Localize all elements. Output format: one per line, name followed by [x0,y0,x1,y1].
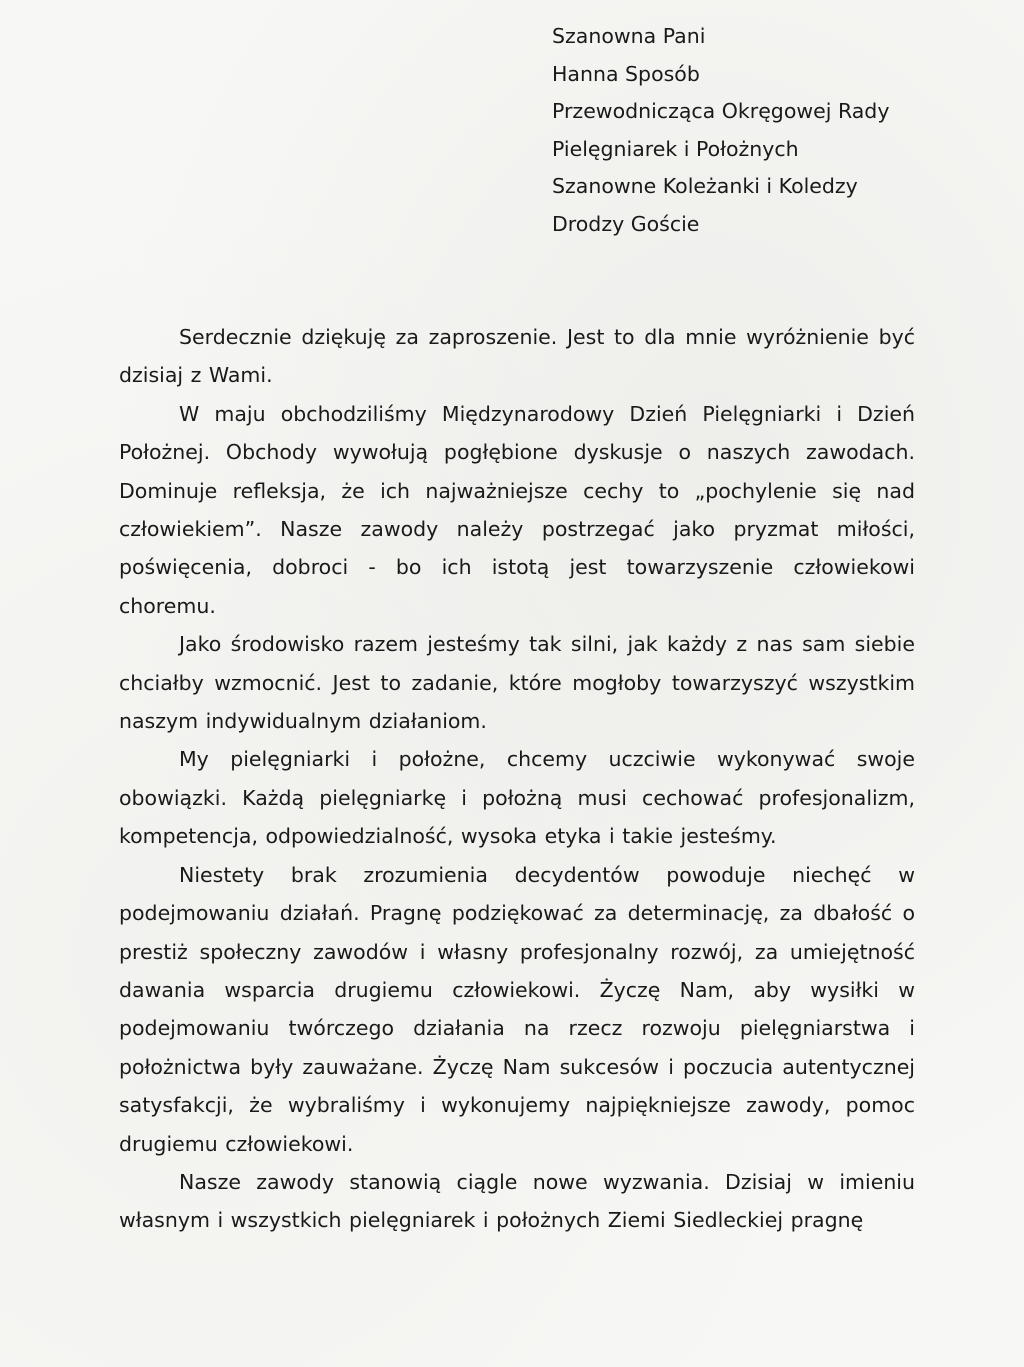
salutation-line: Przewodnicząca Okręgowej Rady [552,99,890,124]
body-paragraph: Niestety brak zrozumienia decydentów powoduje niechęć w podejmowaniu działań. Pragnę podziękować za determinację, za dbałość o prestiż społeczny zawodów i własny profesjonalny rozwój, za umiejętność dawania wsparcia drugiemu człowiekowi. Życzę Nam, aby wysiłki w podejmowaniu twórczego działania na rzecz rozwoju pielęgniarstwa i położnictwa były zauważane. Życzę Nam sukcesów i poczucia autentycznej satysfakcji, że wybraliśmy i wykonujemy najpiękniejsze zawody, pomoc drugiemu człowiekowi. [119,862,915,1156]
body-paragraph: My pielęgniarki i położne, chcemy uczciwie wykonywać swoje obowiązki. Każdą pielęgniarkę i położną musi cechować profesjonalizm, kompetencja, odpowiedzialność, wysoka etyka i takie jesteśmy. [119,747,915,849]
salutation-line: Drodzy Goście [552,211,700,236]
body-paragraph: W maju obchodziliśmy Międzynarodowy Dzień Pielęgniarki i Dzień Położnej. Obchody wywołują pogłębione dyskusje o naszych zawodach. Dominuje refleksja, że ich najważniejsze cechy to „pochylenie się nad człowiekiem”. Nasze zawody należy postrzegać jako pryzmat miłości, poświęcenia, dobroci - bo ich istotą jest towarzyszenie człowiekowi choremu. [119,401,915,618]
salutation-line: Szanowne Koleżanki i Koledzy [552,174,858,199]
body-paragraph: Jako środowisko razem jesteśmy tak silni, jak każdy z nas sam siebie chciałby wzmocnić. Jest to zadanie, które mogłoby towarzyszyć wszystkim naszym indywidualnym działaniom. [119,632,915,734]
body-paragraph: Serdecznie dziękuję za zaproszenie. Jest to dla mnie wyróżnienie być dzisiaj z Wami. [119,325,915,388]
salutation-line: Hanna Sposób [552,61,700,86]
salutation-line: Pielęgniarek i Położnych [552,136,799,161]
salutation-block [552,18,992,244]
letter-body [119,318,915,1240]
body-paragraph: Nasze zawody stanowią ciągle nowe wyzwania. Dzisiaj w imieniu własnym i wszystkich pielęgniarek i położnych Ziemi Siedleckiej pragnę [119,1169,915,1233]
salutation-line: Szanowna Pani [552,24,706,48]
